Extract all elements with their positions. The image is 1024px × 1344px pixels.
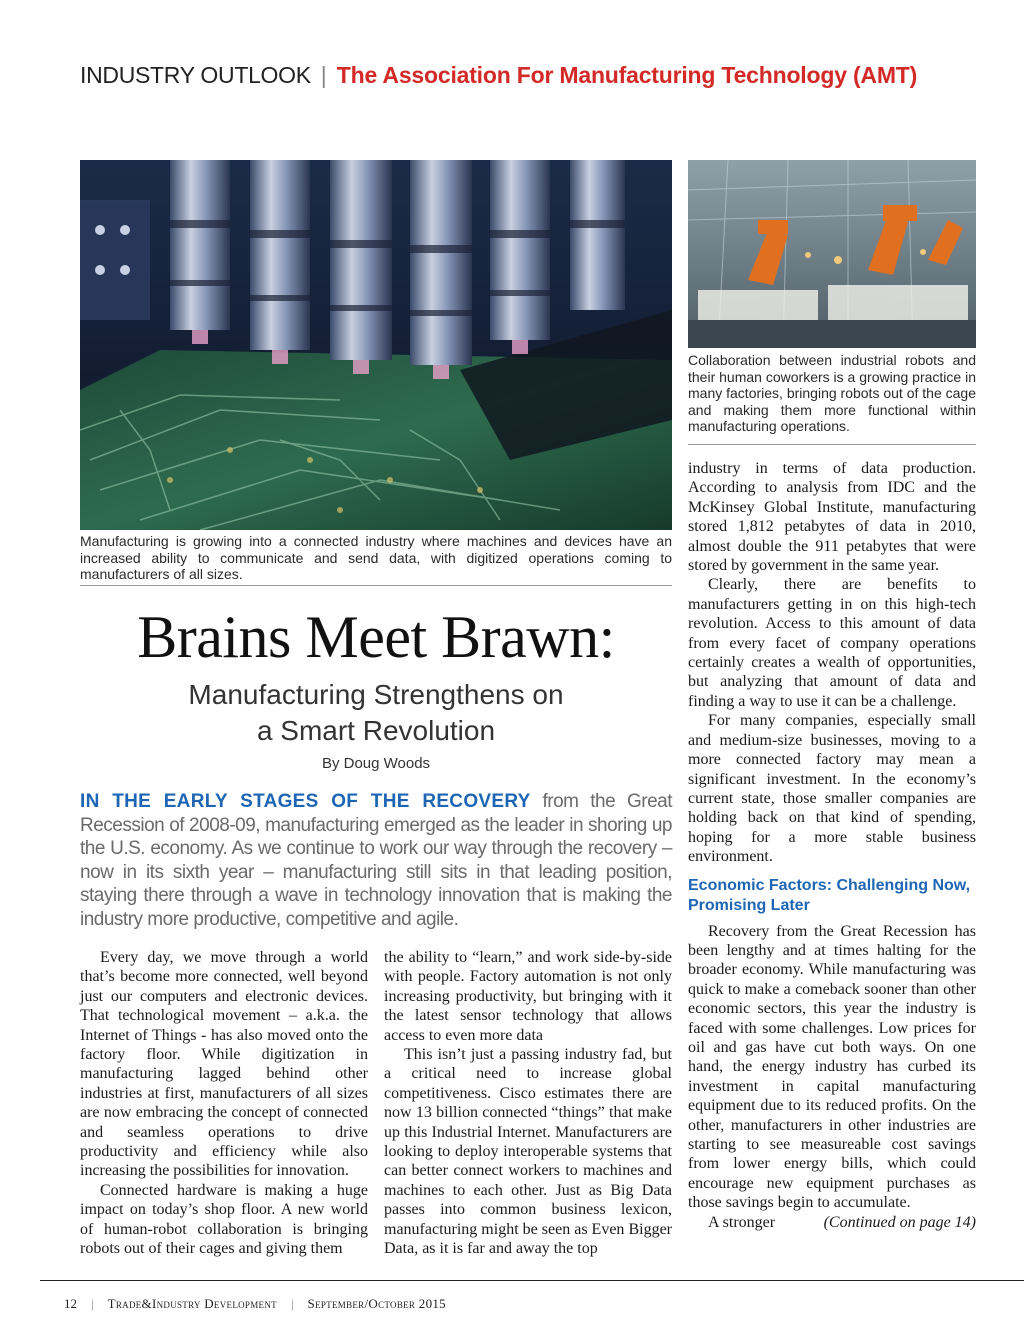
factory-robots-photo (688, 160, 976, 348)
side-photo-caption: Collaboration between industrial robots and their human coworkers is a growing practice in many factories, bringing robots out of the cage and making them more functional within manufacturing operations. (688, 352, 976, 434)
circuit-board-photo (80, 160, 672, 530)
header-divider: | (320, 62, 327, 88)
closing-text: A stronger (708, 1213, 776, 1231)
section-label: INDUSTRY OUTLOOK (80, 62, 311, 88)
body-paragraph: Connected hardware is making a huge impact on today’s shop floor. A new world of human-robot collaboration is bringing robots out of their cages and giving them (80, 1181, 368, 1258)
continued-link[interactable]: (Continued on page 14) (823, 1213, 976, 1231)
caption-divider (688, 444, 976, 445)
intro-text: from the Great Recession of 2008-09, manufacturing emerged as the leader in shoring up the U.S. economy. As we continue to work our way through the recovery – now in its sixth year – manufacturing still sits in that leading position, staying there through a wave in technology innovation that is making the industry more productive, competitive and agile. (80, 791, 672, 930)
body-paragraph: industry in terms of data production. According to analysis from IDC and the McKinsey Global Institute, manufacturing stored 1,812 petabytes of data in 2010, almost double the 911 petabytes that were stored by government in the same year. (688, 460, 976, 575)
body-column-2 (384, 948, 672, 1259)
organization-name: The Association For Manufacturing Technology (AMT) (336, 62, 918, 88)
body-paragraph: Every day, we move through a world that’s become more connected, well beyond just our computers and electronic devices. That technological movement – a.k.a. the Internet of Things - has also moved onto the factory floor. While digitization in manufacturing lagged behind other industries at first, manufacturers of all sizes are now embracing the concept of connected and seamless operations to drive productivity and efficiency while also increasing the possibilities for innovation. (80, 949, 368, 1180)
intro-paragraph (80, 790, 672, 931)
body-paragraph: the ability to “learn,” and work side-by-side with people. Factory automation is not only increasing productivity, but bringing with it the latest sensor technology that allows access to even more data (384, 949, 672, 1044)
caption-divider (80, 585, 672, 586)
body-paragraph: This isn’t just a passing industry fad, but a critical need to increase global competitiveness. Cisco estimates there are now 13 billion connected “things” that make up this Industrial Internet. Manufacturers are looking to deploy interoperable systems that can better connect workers to machines and machines to each other. Just as Big Data passes into common business lexicon, manufacturing might be seen as Even Bigger Data, as it is far and away the top (384, 1046, 672, 1258)
footer-divider (40, 1280, 1024, 1281)
article-subhead (80, 677, 672, 749)
body-paragraph: Clearly, there are benefits to manufacturers getting in on this high-tech revolution. Access to this amount of data from every facet of company operations certainly creates a wealth of opportunities, but analyzing that amount of data and finding a way to use it can be a challenge. (688, 576, 976, 710)
article-headline: Brains Meet Brawn: (137, 604, 615, 670)
subhead-line: a Smart Revolution (256, 715, 496, 746)
page-footer (64, 1296, 446, 1312)
footer-separator: | (290, 1296, 294, 1311)
intro-lead: IN THE EARLY STAGES OF THE RECOVERY (80, 791, 531, 812)
subsection-heading: Economic Factors: Challenging Now, Promising Later (688, 876, 971, 914)
page-number: 12 (64, 1296, 77, 1311)
body-paragraph: Recovery from the Great Recession has been lengthy and at times halting for the broader economy. While manufacturing was quick to make a comeback sooner than other economic sectors, this year the industry is faced with some challenges. Low prices for oil and gas have cut both ways. On one hand, the energy industry has curbed its investment in capital manufacturing equipment due to its reduced profits. On the other, manufacturers in other industries are starting to see measureable cost savings from lower energy bills, which could encourage new equipment purchases as those savings begin to accumulate. (688, 922, 976, 1212)
body-paragraph (688, 1213, 976, 1232)
body-column-3 (688, 459, 976, 1232)
subhead-line: Manufacturing Strengthens on (188, 679, 564, 710)
issue-date: September/October 2015 (307, 1296, 446, 1311)
body-column-1 (80, 948, 368, 1259)
byline: By Doug Woods (321, 755, 431, 772)
footer-separator: | (91, 1296, 94, 1311)
publication-name: Trade&Industry Development (107, 1296, 277, 1311)
main-photo-caption: Manufacturing is growing into a connected industry where machines and devices have an increased ability to communicate and send data, with digitized operations coming to manufacturers of all sizes. (80, 533, 672, 582)
page-header (80, 62, 980, 98)
body-paragraph: For many companies, especially small and medium-size businesses, moving to a more connected factory may mean a significant investment. In the economy’s current state, those smaller companies are holding back on that kind of spending, hoping for a more stable business environment. (688, 712, 976, 866)
